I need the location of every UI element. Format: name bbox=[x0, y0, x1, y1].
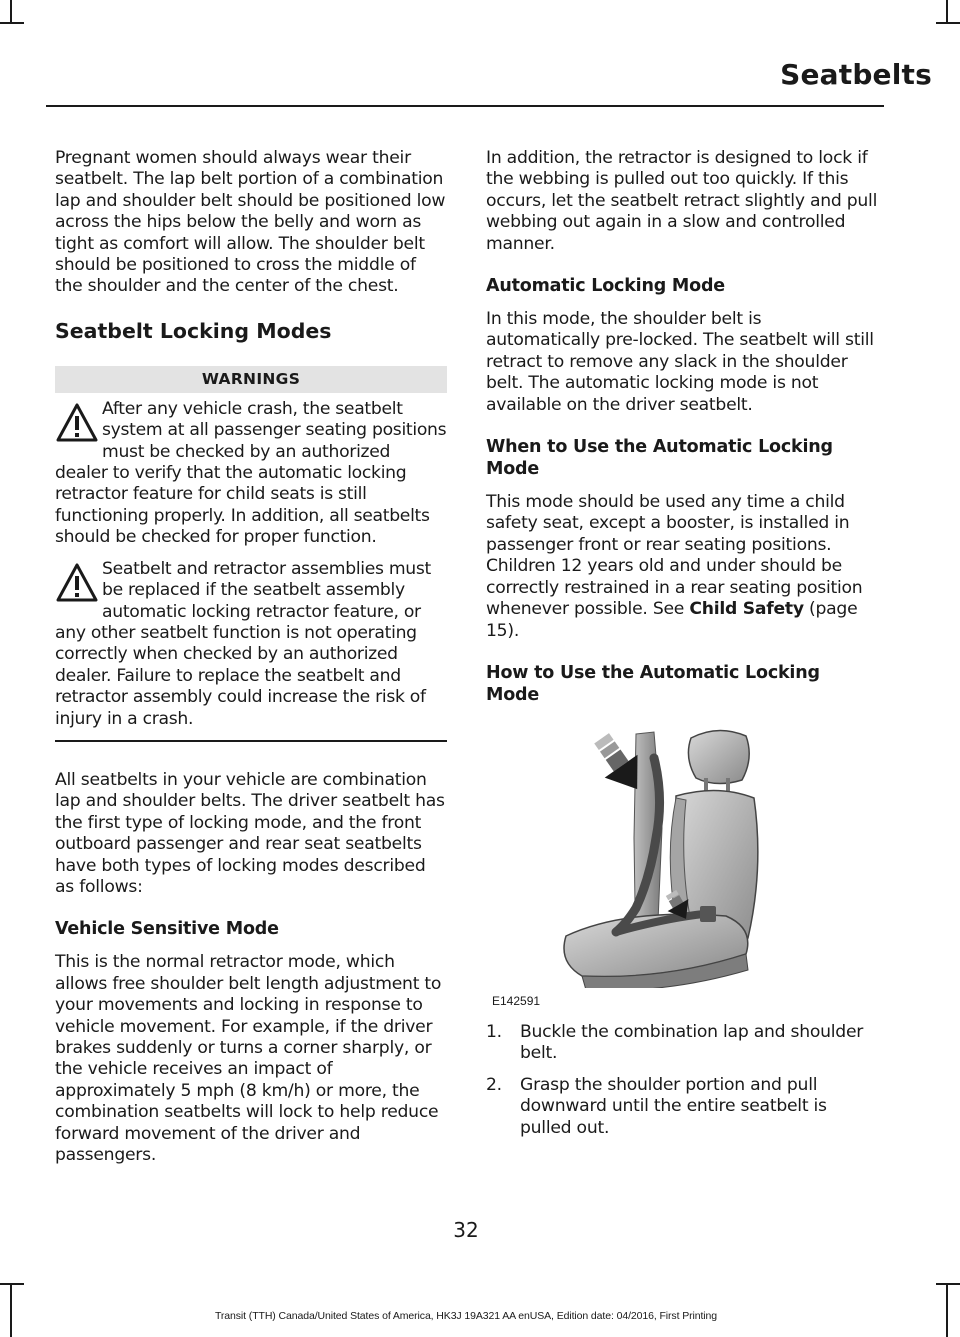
step-number: 2. bbox=[486, 1074, 502, 1095]
subsection-title: Automatic Locking Mode bbox=[486, 276, 725, 297]
warnings-end-rule bbox=[55, 740, 447, 742]
warning-triangle-icon bbox=[55, 401, 99, 445]
header-rule bbox=[46, 105, 884, 107]
crop-mark bbox=[936, 1283, 960, 1285]
subsection-title: When to Use the Automatic Locking Mode bbox=[486, 437, 833, 480]
crop-mark bbox=[936, 22, 960, 24]
retractor-paragraph: In addition, the retractor is designed to lock if the webbing is pulled out too quickly. If this occurs, let the seatbelt retract slightly and pull webbing out again in a slow and controlled manner. bbox=[486, 148, 878, 254]
crop-mark bbox=[0, 22, 24, 24]
warning-item bbox=[55, 399, 447, 549]
warning-text: Seatbelt and retractor assemblies must be replaced if the seatbelt assembly automatic locking retractor feature, or any other seatbelt function is not operating correctly when checked by an authorized dealer. Failure to replace the seatbelt and retractor assembly could increase the risk of injury in a crash. bbox=[55, 558, 431, 729]
crop-mark bbox=[946, 1283, 948, 1337]
subsection-title: How to Use the Automatic Locking Mode bbox=[486, 662, 820, 705]
page-number: 32 bbox=[453, 1218, 479, 1242]
crop-mark bbox=[10, 0, 12, 24]
intro-paragraph: Pregnant women should always wear their seatbelt. The lap belt portion of a combination lap and shoulder belt should be positioned low across the hips below the belly and worn as tight as comfort will allow. The shoulder belt should be positioned to cross the middle of the shoulder and the center of the chest. bbox=[55, 148, 446, 297]
section-title: Seatbelt Locking Modes bbox=[55, 318, 332, 343]
warning-text: After any vehicle crash, the seatbelt system at all passenger seating positions must be checked by an authorized dealer to verify that the automatic locking retractor feature for child seats is still functioning properly. In addition, all seatbelts should be checked for proper function. bbox=[55, 398, 447, 548]
crop-mark bbox=[946, 0, 948, 24]
list-item bbox=[486, 1075, 878, 1139]
warning-item bbox=[55, 559, 447, 730]
warnings-heading: WARNINGS bbox=[55, 366, 447, 393]
left-column bbox=[55, 148, 447, 1186]
seat-belt-diagram bbox=[486, 718, 878, 988]
right-column bbox=[486, 148, 878, 1149]
vehicle-sensitive-paragraph: This is the normal retractor mode, which allows free shoulder belt length adjustment to your movements and locking in response to vehicle movement. For example, if the driver brakes suddenly or turns a corner sharply, or the vehicle receives an impact of approximately 5 mph (8 km/h) or more, the combination seatbelts will lock to help reduce forward movement of the driver and passengers. bbox=[55, 952, 442, 1166]
step-text: Buckle the combination lap and shoulder belt. bbox=[520, 1021, 864, 1064]
page-reference: (page 15). bbox=[486, 599, 858, 641]
when-to-use-paragraph bbox=[486, 492, 878, 642]
crop-mark bbox=[0, 1283, 24, 1285]
subsection-title: Vehicle Sensitive Mode bbox=[55, 919, 279, 940]
seat-illustration bbox=[486, 718, 878, 1008]
page-title: Seatbelts bbox=[780, 58, 932, 91]
figure-code: E142591 bbox=[492, 993, 541, 1008]
footer-edition: Transit (TTH) Canada/United States of America, HK3J 19A321 AA enUSA, Edition date: 04/2016, First Printing bbox=[214, 1310, 718, 1322]
list-item bbox=[486, 1022, 878, 1065]
automatic-locking-paragraph: In this mode, the shoulder belt is automatically pre-locked. The seatbelt will still retract to remove any slack in the shoulder belt. The automatic locking mode is not available on the driver seatbelt. bbox=[486, 309, 874, 415]
child-safety-link[interactable]: Child Safety bbox=[689, 599, 804, 620]
steps-list bbox=[486, 1022, 878, 1139]
step-text: Grasp the shoulder portion and pull downward until the entire seatbelt is pulled out. bbox=[520, 1074, 827, 1138]
warning-triangle-icon bbox=[55, 561, 99, 605]
seatbelt-types-paragraph: All seatbelts in your vehicle are combination lap and shoulder belts. The driver seatbelt has the first type of locking mode, and the front outboard passenger and rear seat seatbelts have both types of locking modes described as follows: bbox=[55, 769, 445, 897]
when-to-use-text: This mode should be used any time a child safety seat, except a booster, is installed in passenger front or rear seating positions. Children 12 years old and under should be correctly restrained in a rear seating position whenever possible. See bbox=[486, 492, 863, 620]
step-number: 1. bbox=[486, 1021, 502, 1042]
